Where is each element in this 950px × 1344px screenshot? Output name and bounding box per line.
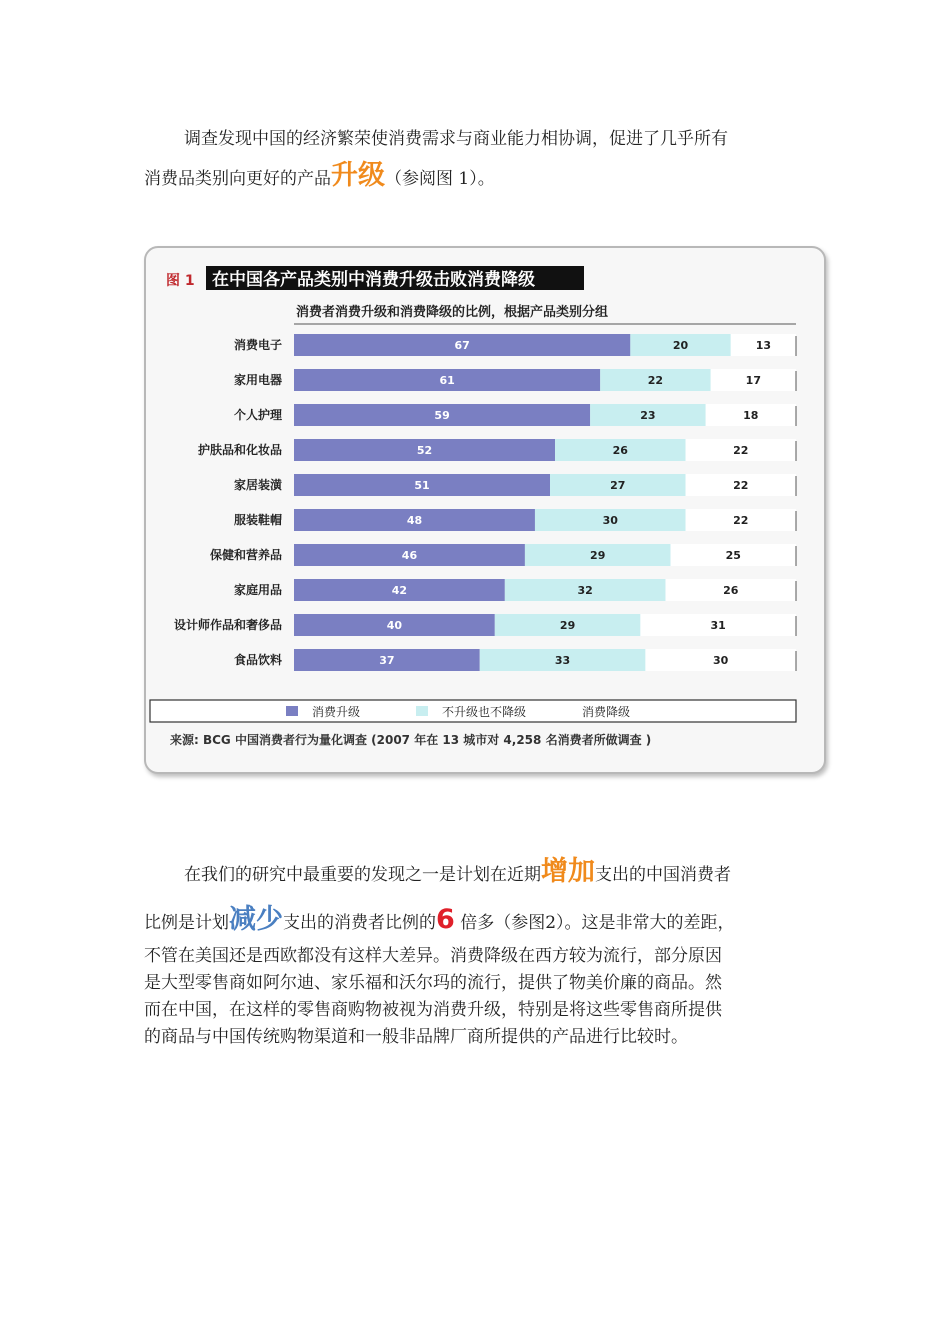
paragraph-2-line2 xyxy=(144,906,735,937)
data-label: 40 xyxy=(386,619,403,632)
data-label: 33 xyxy=(554,654,571,667)
para2-line6: 的商品与中国传统购物渠道和一般非品牌厂商所提供的产品进行比较时。 xyxy=(144,1027,688,1047)
data-label: 29 xyxy=(590,549,606,562)
legend-label: 消费升级 xyxy=(312,705,361,719)
para1-line2-post: （参阅图 1）。 xyxy=(385,169,495,189)
highlight-upgrade: 升级 xyxy=(331,160,385,191)
chart-title: 消费者消费升级和消费降级的比例，根据产品类别分组 xyxy=(296,305,609,320)
data-label: 23 xyxy=(640,409,656,422)
category-label: 服装鞋帽 xyxy=(233,513,282,527)
data-label: 37 xyxy=(379,654,395,667)
data-label: 20 xyxy=(672,339,689,352)
legend-label: 不升级也不降级 xyxy=(442,705,527,719)
data-label: 29 xyxy=(559,619,576,632)
category-label: 家居装潢 xyxy=(233,478,282,492)
figure-title: 在中国各产品类别中消费升级击败消费降级 xyxy=(212,270,535,290)
highlight-six: 6 xyxy=(436,904,455,935)
data-label: 67 xyxy=(454,339,470,352)
data-label: 25 xyxy=(725,549,741,562)
category-label: 消费电子 xyxy=(233,338,282,352)
para1-line1: 调查发现中国的经济繁荣使消费需求与商业能力相协调，促进了几乎所有 xyxy=(184,129,728,149)
data-label: 22 xyxy=(733,444,749,457)
legend-swatch xyxy=(286,706,298,716)
data-label: 27 xyxy=(610,479,626,492)
paragraph-1 xyxy=(184,126,728,153)
data-label: 18 xyxy=(743,409,759,422)
legend-swatch xyxy=(416,706,428,716)
para2-line1-pre: 在我们的研究中最重要的发现之一是计划在近期 xyxy=(184,865,541,885)
figure-source: 来源: BCG 中国消费者行为量化调查 (2007 年在 13 城市对 4,258 名消费者所做调查 ) xyxy=(170,733,652,747)
para1-line2-pre: 消费品类别向更好的产品 xyxy=(144,169,331,189)
data-label: 31 xyxy=(710,619,726,632)
legend-swatch xyxy=(556,706,568,716)
category-label: 食品饮料 xyxy=(233,653,282,667)
data-label: 26 xyxy=(723,584,739,597)
data-label: 17 xyxy=(745,374,761,387)
highlight-increase: 增加 xyxy=(541,856,595,887)
category-label: 个人护理 xyxy=(233,408,282,422)
para2-line1-post: 支出的中国消费者 xyxy=(595,865,731,885)
data-label: 48 xyxy=(406,514,423,527)
para2-line2-post: 倍多（参图2）。这是非常大的差距， xyxy=(454,913,735,933)
data-label: 61 xyxy=(439,374,455,387)
category-label: 设计师作品和奢侈品 xyxy=(173,618,282,632)
para2-line5: 而在中国，在这样的零售商购物被视为消费升级，特别是将这些零售商所提供 xyxy=(144,1000,722,1020)
para2-line4: 是大型零售商如阿尔迪、家乐福和沃尔玛的流行，提供了物美价廉的商品。然 xyxy=(144,973,722,993)
legend-label: 消费降级 xyxy=(582,705,631,719)
data-label: 30 xyxy=(602,514,618,527)
figure-label: 图 1 xyxy=(166,273,195,289)
data-label: 42 xyxy=(391,584,408,597)
data-label: 22 xyxy=(733,479,749,492)
paragraph-2-body xyxy=(144,943,814,1051)
data-label: 52 xyxy=(416,444,433,457)
category-label: 家庭用品 xyxy=(233,583,282,597)
highlight-decrease: 减少 xyxy=(229,904,283,935)
data-label: 13 xyxy=(755,339,772,352)
stacked-bar-chart xyxy=(146,248,824,772)
category-label: 家用电器 xyxy=(233,373,282,387)
category-label: 护肤品和化妆品 xyxy=(197,443,282,457)
data-label: 22 xyxy=(733,514,749,527)
data-label: 30 xyxy=(713,654,729,667)
category-label: 保健和营养品 xyxy=(209,548,282,562)
data-label: 51 xyxy=(414,479,430,492)
paragraph-2-line1 xyxy=(184,858,731,889)
para2-line2-mid: 支出的消费者比例的 xyxy=(283,913,436,933)
data-label: 26 xyxy=(612,444,628,457)
para2-line3: 不管在美国还是西欧都没有这样大差异。消费降级在西方较为流行，部分原因 xyxy=(144,946,722,966)
data-label: 22 xyxy=(647,374,664,387)
data-label: 59 xyxy=(434,409,450,422)
paragraph-1-line2 xyxy=(144,162,495,193)
data-label: 46 xyxy=(401,549,418,562)
para2-line2-pre: 比例是计划 xyxy=(144,913,229,933)
figure-1 xyxy=(144,246,826,774)
data-label: 32 xyxy=(577,584,593,597)
